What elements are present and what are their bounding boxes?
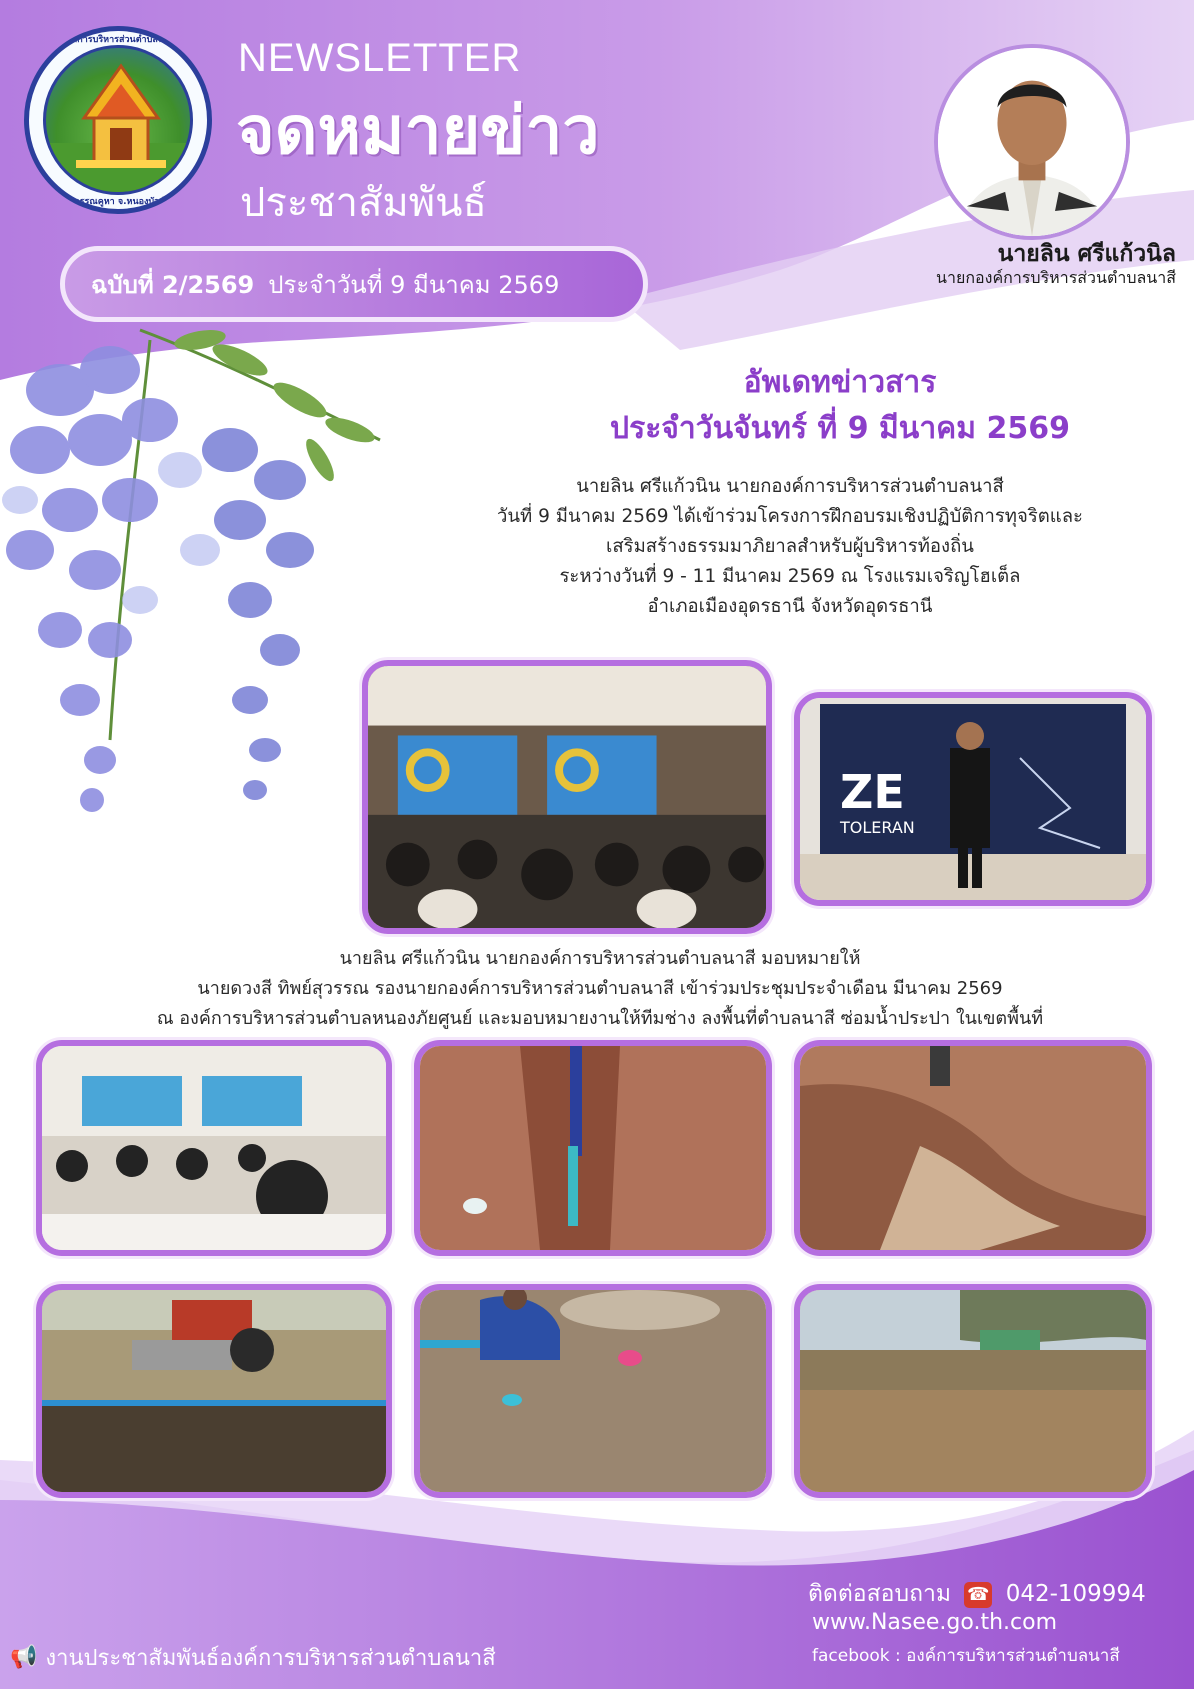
story-1-line: อำเภอเมืองอุดรธานี จังหวัดอุดรธานี xyxy=(647,596,933,617)
page-subtitle: ประชาสัมพันธ์ xyxy=(240,180,487,226)
logo-top-text: องค์การบริหารส่วนตำบลนาสี xyxy=(61,35,175,45)
issue-badge xyxy=(60,246,648,322)
issue-number: ฉบับที่ 2/2569 xyxy=(91,270,255,299)
photo-banner-zero-text: ZE xyxy=(840,765,905,819)
story-2-line: นายดวงสี ทิพย์สุวรรณ รองนายกองค์การบริหารส่วนตำบลนาสี เข้าร่วมประชุมประจำเดือน มีนาคม 2569 xyxy=(197,978,1003,999)
photo-conference-hall xyxy=(362,660,772,934)
megaphone-icon: 📢 xyxy=(10,1645,38,1670)
chief-name: นายลิน ศรีแก้วนิล xyxy=(997,241,1176,267)
page-title: จดหมายข่าว xyxy=(236,92,600,169)
contact-phone[interactable]: 042-109994 xyxy=(1005,1581,1146,1607)
issue-date: ประจำวันที่ 9 มีนาคม 2569 xyxy=(268,270,560,299)
department-credit xyxy=(10,1640,496,1675)
story-2-text xyxy=(40,944,1160,1034)
photo-village-road xyxy=(794,1284,1152,1498)
story-1-line: เสริมสร้างธรรมมาภิยาลสำหรับผู้บริหารท้องถิ่น xyxy=(606,536,974,557)
newsletter-label: NEWSLETTER xyxy=(238,36,522,80)
department-label: งานประชาสัมพันธ์องค์การบริหารส่วนตำบลนาสี xyxy=(45,1646,496,1671)
website-link[interactable]: www.Nasee.go.th.com xyxy=(812,1610,1057,1635)
headline-line-2: ประจำวันจันทร์ ที่ 9 มีนาคม 2569 xyxy=(610,411,1070,446)
logo-bottom-text: อ.สุวรรณคูหา จ.หนองบัวลำภู xyxy=(60,197,176,207)
chief-position: นายกองค์การบริหารส่วนตำบลนาสี xyxy=(936,268,1176,287)
headline-line-1: อัพเดทข่าวสาร xyxy=(743,365,937,400)
story-2-line: นายลิน ศรีแก้วนิน นายกองค์การบริหารส่วนตำบลนาสี มอบหมายให้ xyxy=(339,948,861,969)
photo-tractor xyxy=(36,1284,392,1498)
photo-zero-tolerance-banner xyxy=(794,692,1152,906)
photo-pipe-repair xyxy=(414,1284,772,1498)
photo-pipe-trench xyxy=(414,1040,772,1256)
facebook-link[interactable]: facebook : องค์การบริหารส่วนตำบลนาสี xyxy=(812,1646,1120,1666)
photo-meeting-room xyxy=(36,1040,392,1256)
phone-icon: ☎ xyxy=(964,1582,992,1608)
story-1-line: นายลิน ศรีแก้วนิน นายกองค์การบริหารส่วนตำบลนาสี xyxy=(576,476,1004,497)
news-headline xyxy=(540,360,1140,452)
logo-emblem xyxy=(43,45,193,195)
contact-label: ติดต่อสอบถาม xyxy=(808,1581,952,1607)
contact-line xyxy=(808,1576,1146,1612)
story-1-line: วันที่ 9 มีนาคม 2569 ได้เข้าร่วมโครงการฝึกอบรมเชิงปฏิบัติการทุจริตและ xyxy=(497,506,1083,527)
photo-banner-tolerance-text: TOLERAN xyxy=(840,818,915,837)
chief-portrait xyxy=(934,44,1130,240)
story-1-line: ระหว่างวันที่ 9 - 11 มีนาคม 2569 ณ โรงแรมเจริญโฮเต็ล xyxy=(559,566,1021,587)
story-2-line: ณ องค์การบริหารส่วนตำบลหนองภัยศูนย์ และมอบหมายงานให้ทีมช่าง ลงพื้นที่ตำบลนาสี ซ่อมน้ำประปา ในเขตพื้นที่ xyxy=(156,1008,1044,1029)
story-1-text xyxy=(440,472,1140,622)
photo-muddy-excavation xyxy=(794,1040,1152,1256)
org-logo xyxy=(24,26,212,214)
wisteria-flower-decoration xyxy=(0,320,420,880)
